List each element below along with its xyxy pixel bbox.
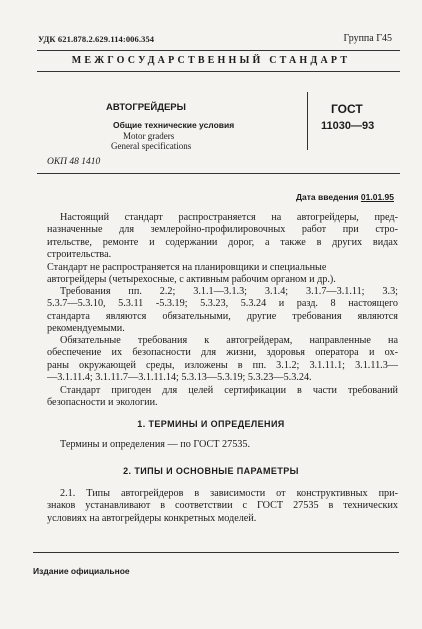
gost-number: 11030—93 — [321, 120, 375, 132]
introduction-date-label: Дата введения — [295, 192, 359, 202]
paragraph-certification — [47, 385, 398, 410]
header-rule-bottom — [37, 71, 400, 72]
text-line: раны окружающей среды, изложены в пп. 3.1.2; 3.1.11.1; 3.1.11.3— — [47, 359, 398, 371]
paragraph-exclusions — [47, 262, 398, 287]
text-line: рекомендуемыми. — [47, 322, 125, 334]
paragraph-requirements — [47, 286, 398, 335]
text-line: автогрейдеры (четырехосные, с активным рабочим органом и др.). — [47, 274, 336, 286]
text-line: Стандарт пригоден для целей сертификации в части требований — [60, 385, 398, 396]
gost-label: ГОСТ — [331, 102, 363, 116]
document-title: АВТОГРЕЙДЕРЫ — [106, 102, 186, 113]
header-rule-top — [37, 50, 400, 51]
text-line: Термины и определения — по ГОСТ 27535. — [60, 439, 251, 450]
group-code: Группа Г45 — [343, 33, 392, 44]
edition-note: Издание официальное — [33, 566, 130, 576]
text-line: назначенные для землеройно-профилировочных работ при стро- — [47, 224, 398, 236]
document-subtitle: Общие технические условия — [113, 120, 235, 130]
section-2-text — [47, 488, 398, 525]
text-line: Требования пп. 2.2; 3.1.1—3.1.3; 3.1.4; 3.1.7—3.1.11; 3.3; — [60, 286, 398, 297]
introduction-date — [296, 192, 394, 202]
paragraph-scope — [47, 212, 398, 261]
introduction-date-value: 01.01.95 — [360, 192, 394, 202]
text-line: Обязательные требования к автогрейдерам, направленные на — [60, 335, 398, 346]
titleblock-rule — [37, 173, 400, 174]
section-1-text — [47, 439, 398, 451]
section-2-heading: 2. ТИПЫ И ОСНОВНЫЕ ПАРАМЕТРЫ — [123, 466, 299, 476]
text-line: 2.1. Типы автогрейдеров в зависимости от конструктивных при- — [60, 488, 398, 499]
text-line: безопасности и экологии. — [47, 397, 158, 409]
text-line: ительстве, ремонте и содержании дорог, а также в других видах — [47, 236, 398, 248]
text-line: условиях на автогрейдеры конкретных моделей. — [47, 512, 257, 524]
text-line: знаков устанавливают в соответствии с ГОСТ 27535 в технических — [47, 500, 398, 512]
document-title-english: Motor graders — [123, 131, 175, 141]
okp-code: ОКП 48 1410 — [47, 157, 101, 167]
text-line: стандарта являются обязательными, другие требования являются — [47, 310, 398, 322]
text-line: строительства. — [47, 248, 112, 260]
text-line: Настоящий стандарт распространяется на автогрейдеры, пред- — [60, 212, 398, 223]
document-subtitle-english: General specifications — [111, 141, 192, 151]
section-1-heading: 1. ТЕРМИНЫ И ОПРЕДЕЛЕНИЯ — [137, 419, 285, 429]
standard-banner: МЕЖГОСУДАРСТВЕННЫЙ СТАНДАРТ — [71, 55, 351, 66]
text-line: Стандарт не распространяется на планировщики и специальные — [47, 262, 327, 273]
text-line: 5.3.7—5.3.10, 5.3.11 -5.3.19; 5.3.23, 5.3.24 и разд. 8 настоящего — [47, 298, 398, 310]
paragraph-safety — [47, 335, 398, 384]
title-divider — [307, 92, 308, 150]
text-line: обеспечение их безопасности для жизни, здоровья оператора и ох- — [47, 347, 398, 359]
udk-code: УДК 621.878.2.629.114:006.354 — [38, 34, 155, 44]
text-line: —3.1.11.4; 3.1.11.7—3.1.11.14; 5.3.13—5.3.19; 5.3.23—5.3.24. — [47, 371, 312, 383]
footer-rule — [33, 552, 399, 553]
